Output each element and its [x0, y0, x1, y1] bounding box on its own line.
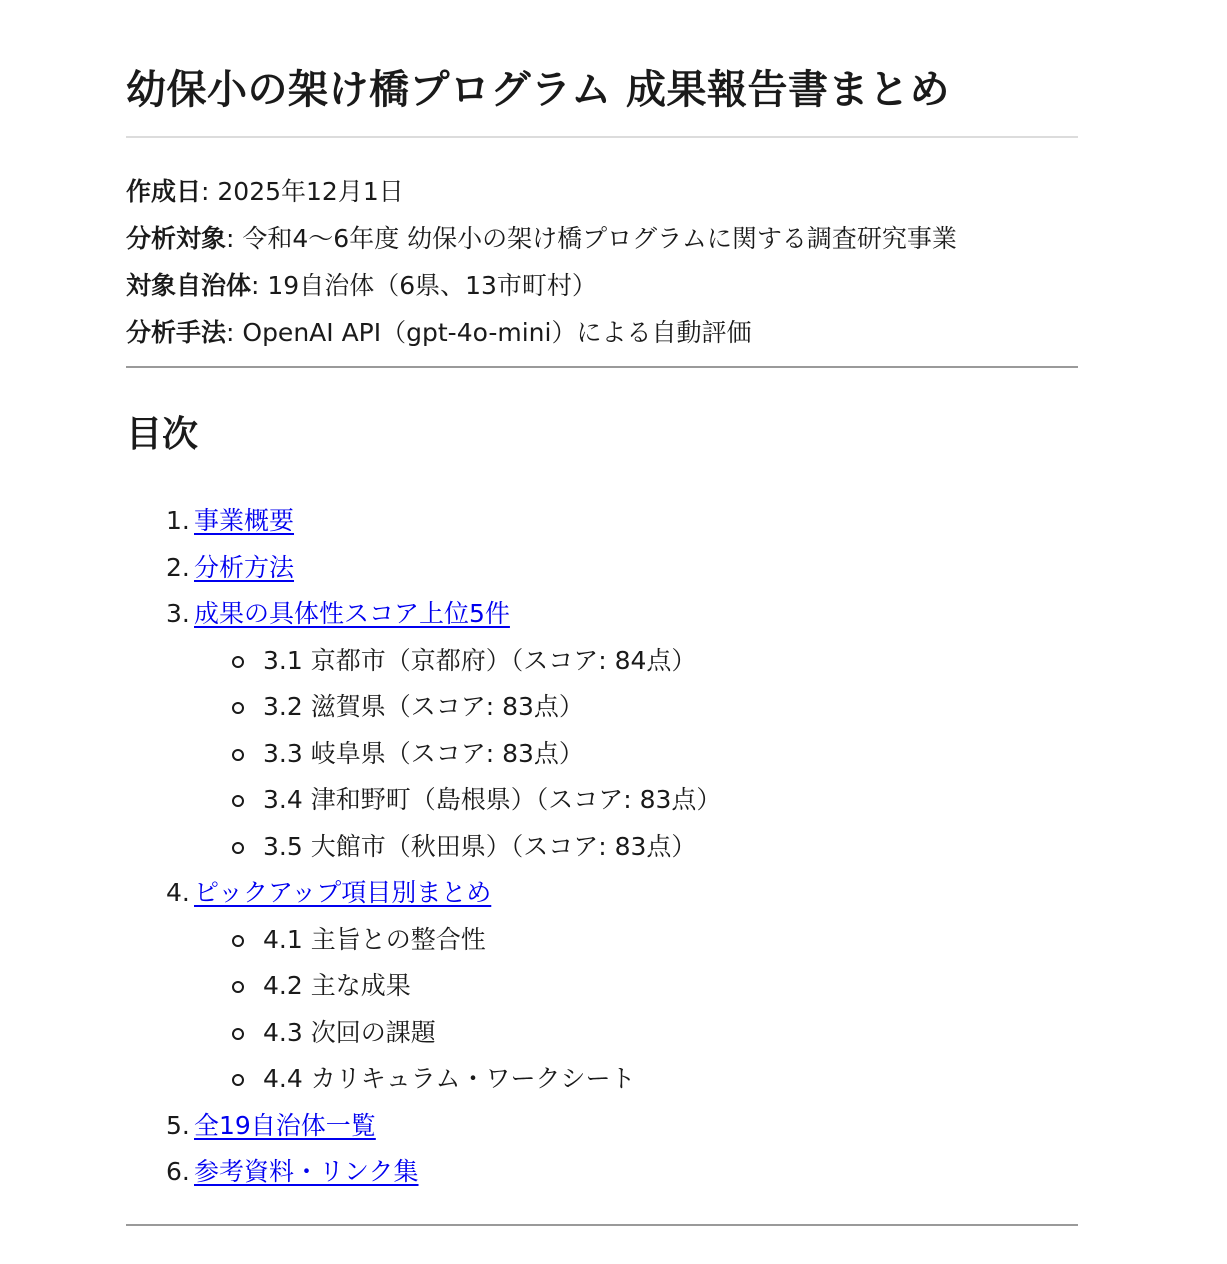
- toc-item-4: [126, 870, 1078, 1103]
- toc-subitem: [194, 963, 1078, 1010]
- meta-target-municipalities: [126, 262, 1078, 309]
- meta-value: : 19自治体（6県、13市町村）: [251, 271, 597, 300]
- toc-link-pickup[interactable]: ピックアップ項目別まとめ: [194, 878, 492, 907]
- toc-item-3: [126, 591, 1078, 870]
- toc-item-5: [126, 1103, 1078, 1150]
- toc-list: [126, 498, 1078, 1196]
- meta-key: 対象自治体: [126, 271, 252, 300]
- toc-item-number: 1.: [166, 506, 190, 535]
- circle-bullet-icon: [232, 749, 244, 761]
- toc-subitem: [194, 917, 1078, 964]
- toc-subitem-label: 3.1 京都市（京都府）（スコア: 84点）: [263, 645, 697, 675]
- toc-link-top5[interactable]: 成果の具体性スコア上位5件: [194, 599, 510, 628]
- meta-key: 作成日: [126, 177, 202, 206]
- toc-link-method[interactable]: 分析方法: [194, 552, 295, 582]
- toc-item-6: [126, 1149, 1078, 1196]
- title-divider: [126, 136, 1078, 138]
- toc-subitem-label: 4.4 カリキュラム・ワークシート: [263, 1064, 636, 1093]
- circle-bullet-icon: [232, 935, 244, 947]
- meta-analysis-method: [126, 309, 1078, 356]
- circle-bullet-icon: [232, 1074, 244, 1086]
- toc-subitem: [194, 1056, 1078, 1103]
- toc-subitem-label: 3.3 岐阜県（スコア: 83点）: [263, 738, 584, 768]
- circle-bullet-icon: [232, 656, 244, 668]
- circle-bullet-icon: [232, 702, 244, 714]
- toc-subitem: [194, 777, 1078, 824]
- toc-subitem: [194, 824, 1078, 871]
- meta-created-date: [126, 168, 1078, 215]
- meta-value: : 令和4〜6年度 幼保小の架け橋プログラムに関する調査研究事業: [226, 224, 957, 253]
- circle-bullet-icon: [232, 842, 244, 854]
- toc-link-references[interactable]: 参考資料・リンク集: [194, 1157, 419, 1186]
- toc-subitem-label: 4.2 主な成果: [263, 971, 411, 1000]
- toc-link-municipality-list[interactable]: 全19自治体一覧: [194, 1110, 376, 1140]
- toc-item-2: [126, 545, 1078, 592]
- meta-value: : 2025年12月1日: [201, 177, 404, 206]
- toc-heading: 目次: [126, 414, 199, 455]
- circle-bullet-icon: [232, 795, 244, 807]
- toc-item-number: 5.: [166, 1110, 190, 1140]
- circle-bullet-icon: [232, 981, 244, 993]
- meta-key: 分析対象: [126, 224, 227, 253]
- toc-item-number: 2.: [166, 552, 190, 582]
- page-title: 幼保小の架け橋プログラム 成果報告書まとめ: [126, 67, 951, 113]
- toc-subitem: [194, 1010, 1078, 1057]
- metadata-block: [126, 168, 1078, 356]
- toc-item-1: [126, 498, 1078, 545]
- toc-sublist: [194, 917, 1078, 1103]
- toc-item-number: 6.: [166, 1157, 190, 1186]
- toc-subitem-label: 3.5 大館市（秋田県）（スコア: 83点）: [263, 831, 697, 861]
- section-divider: [126, 366, 1078, 368]
- toc-subitem-label: 3.2 滋賀県（スコア: 83点）: [263, 692, 584, 721]
- toc-subitem-label: 4.1 主旨との整合性: [263, 924, 486, 954]
- toc-item-number: 3.: [166, 599, 190, 628]
- section-divider: [126, 1224, 1078, 1226]
- document-page: [126, 0, 1078, 1226]
- toc-link-overview[interactable]: 事業概要: [194, 506, 295, 535]
- toc-subitem-label: 4.3 次回の課題: [263, 1017, 436, 1047]
- toc-subitem: [194, 731, 1078, 778]
- toc-subitem: [194, 638, 1078, 685]
- toc-sublist: [194, 638, 1078, 871]
- meta-value: : OpenAI API（gpt-4o-mini）による自動評価: [226, 318, 752, 347]
- circle-bullet-icon: [232, 1028, 244, 1040]
- toc-subitem: [194, 684, 1078, 731]
- meta-analysis-target: [126, 215, 1078, 262]
- toc-item-number: 4.: [166, 878, 190, 907]
- meta-key: 分析手法: [126, 318, 227, 347]
- toc-subitem-label: 3.4 津和野町（島根県）（スコア: 83点）: [263, 785, 722, 814]
